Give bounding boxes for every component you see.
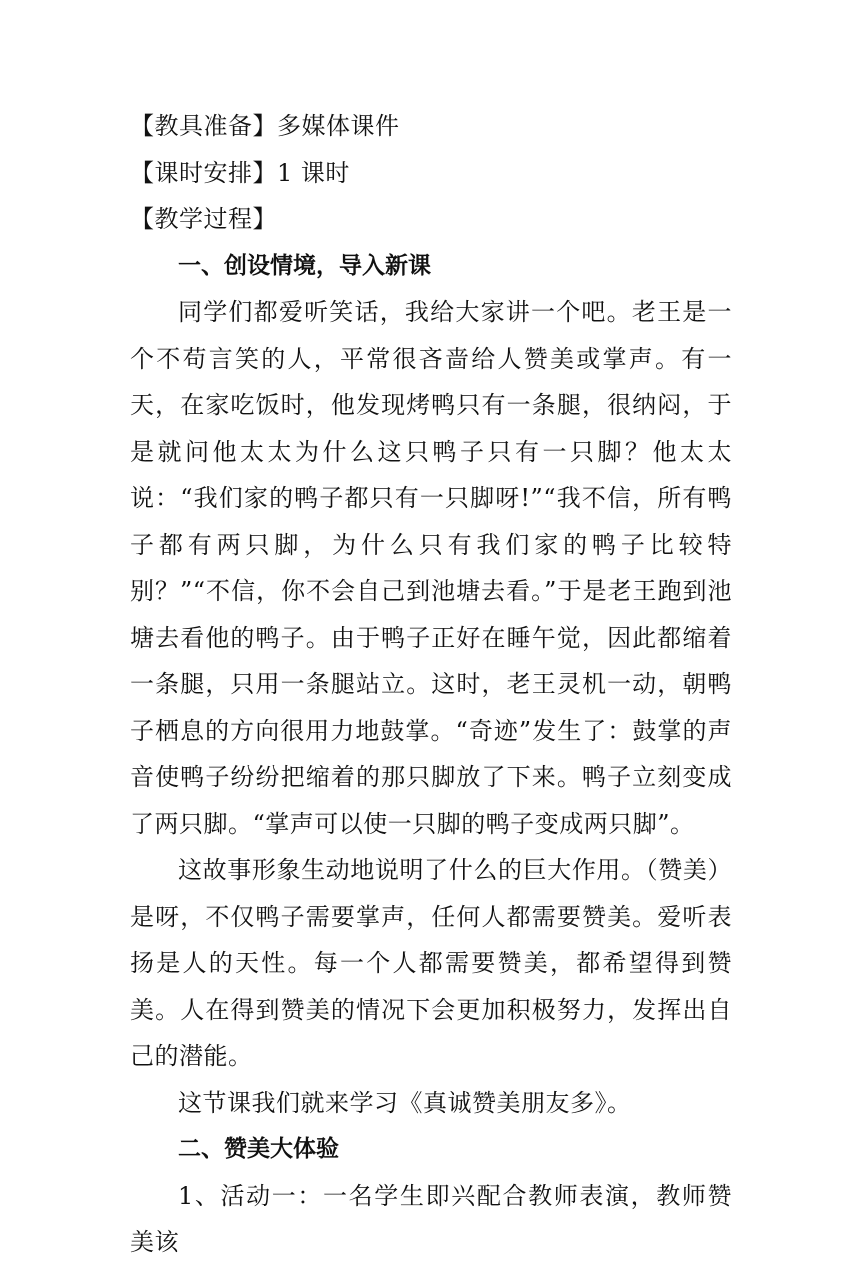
class-hours-line: 【课时安排】1 课时 bbox=[130, 158, 350, 187]
section1-story-paragraph: 同学们都爱听笑话，我给大家讲一个吧。老王是一个不苟言笑的人，平常很吝啬给人赞美或掌声。有一天，在家吃饭时，他发现烤鸭只有一条腿，很纳闷，于是就问他太太为什么这只鸭子只有一只脚？他太太说：“我们家的鸭子都只有一只脚呀!”“我不信，所有鸭子都有两只脚，为什么只有我们家的鸭子比较特别？”“不信，你不会自己到池塘去看。”于是老王跑到池塘去看他的鸭子。由于鸭子正好在睡午觉，因此都缩着一条腿，只用一条腿站立。这时，老王灵机一动，朝鸭子栖息的方向很用力地鼓掌。“奇迹”发生了：鼓掌的声音使鸭子纷纷把缩着的那只脚放了下来。鸭子立刻变成了两只脚。“掌声可以使一只脚的鸭子变成两只脚”。 bbox=[130, 298, 732, 838]
section1-lesson-intro-paragraph: 这节课我们就来学习《真诚赞美朋友多》。 bbox=[178, 1088, 632, 1117]
section2-activity-paragraph: 1、活动一：一名学生即兴配合教师表演，教师赞美该 bbox=[130, 1181, 732, 1256]
section2-heading: 二、赞美大体验 bbox=[178, 1136, 339, 1162]
document-page bbox=[130, 103, 732, 1266]
teaching-aids-line: 【教具准备】多媒体课件 bbox=[130, 112, 400, 140]
section1-heading: 一、创设情境，导入新课 bbox=[178, 252, 431, 279]
teaching-process-line: 【教学过程】 bbox=[130, 205, 277, 233]
section1-explanation-paragraph: 这故事形象生动地说明了什么的巨大作用。（赞美）是呀，不仅鸭子需要掌声，任何人都需要赞美。爱听表扬是人的天性。每一个人都需要赞美，都希望得到赞美。人在得到赞美的情况下会更加积极努力，发挥出自己的潜能。 bbox=[130, 856, 732, 1070]
